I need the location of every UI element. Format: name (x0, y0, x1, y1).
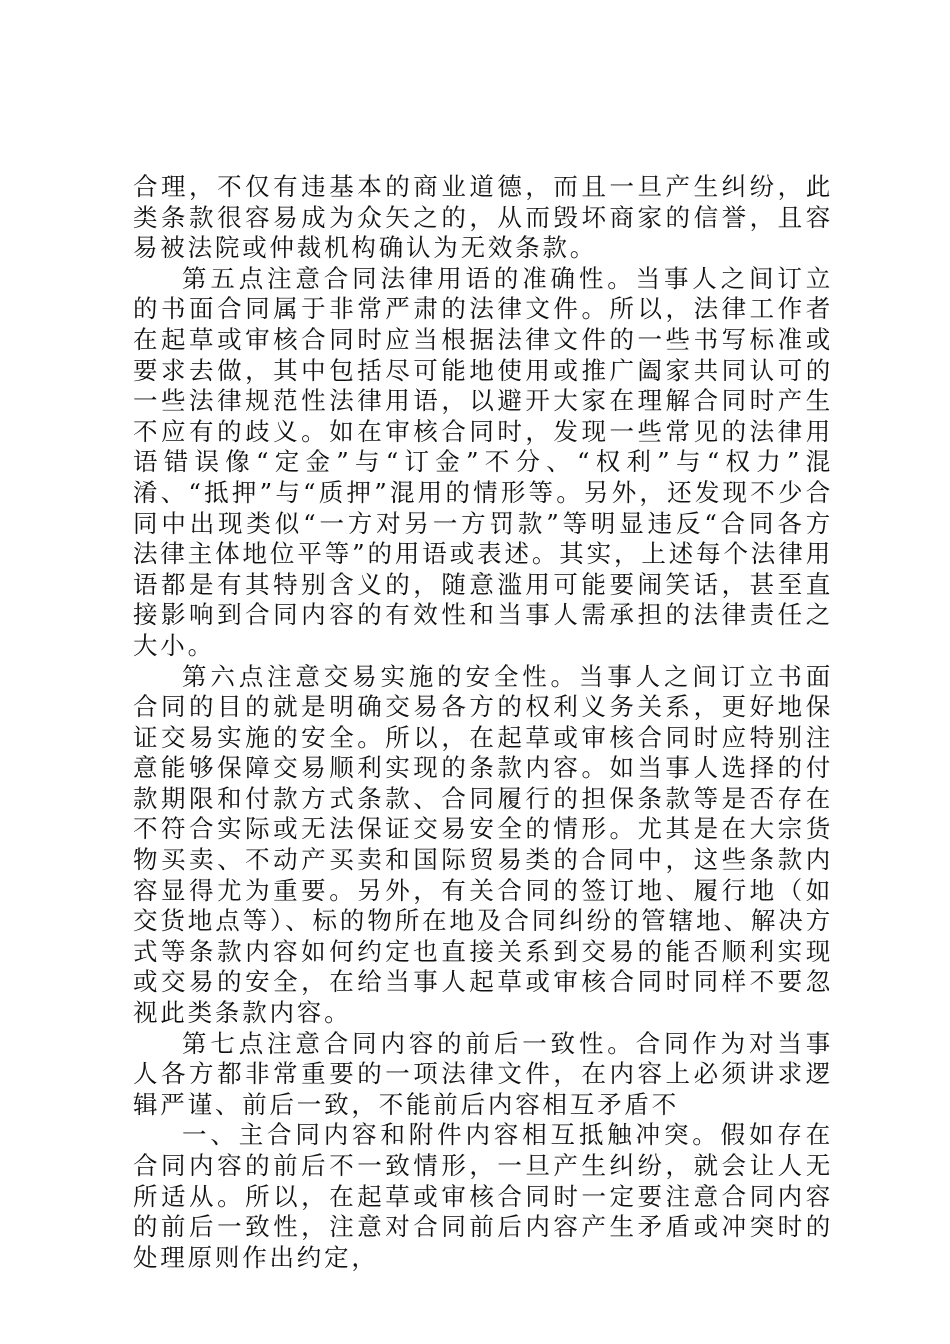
document-body (133, 172, 833, 1273)
paragraph-item-one: 一、主合同内容和附件内容相互抵触冲突。假如存在合同内容的前后不一致情形，一旦产生纠纷，就会让人无所适从。所以，在起草或审核合同时一定要注意合同内容的前后一致性，注意对合同前后内容产生矛盾或冲突时的处理原则作出约定， (133, 1120, 833, 1272)
paragraph-point-seven: 第七点注意合同内容的前后一致性。合同作为对当事人各方都非常重要的一项法律文件，在内容上必须讲求逻辑严谨、前后一致，不能前后内容相互矛盾不 (133, 1028, 833, 1119)
paragraph-point-six: 第六点注意交易实施的安全性。当事人之间订立书面合同的目的就是明确交易各方的权利义务关系，更好地保证交易实施的安全。所以，在起草或审核合同时应特别注意能够保障交易顺利实现的条款内容。如当事人选择的付款期限和付款方式条款、合同履行的担保条款等是否存在不符合实际或无法保证交易安全的情形。尤其是在大宗货物买卖、不动产买卖和国际贸易类的合同中，这些条款内容显得尤为重要。另外，有关合同的签订地、履行地（如交货地点等）、标的物所在地及合同纠纷的管辖地、解决方式等条款内容如何约定也直接关系到交易的能否顺利实现或交易的安全，在给当事人起草或审核合同时同样不要忽视此类条款内容。 (133, 661, 833, 1028)
paragraph-point-five: 第五点注意合同法律用语的准确性。当事人之间订立的书面合同属于非常严肃的法律文件。所以，法律工作者在起草或审核合同时应当根据法律文件的一些书写标准或要求去做，其中包括尽可能地使用或推广阖家共同认可的一些法律规范性法律用语，以避开大家在理解合同时产生不应有的歧义。如在审核合同时，发现一些常见的法律用语错误像“定金”与“订金”不分、“权利”与“权力”混淆、“抵押”与“质押”混用的情形等。另外，还发现不少合同中出现类似“一方对另一方罚款”等明显违反“合同各方法律主体地位平等”的用语或表述。其实，上述每个法律用语都是有其特别含义的，随意滥用可能要闹笑话，甚至直接影响到合同内容的有效性和当事人需承担的法律责任之大小。 (133, 263, 833, 660)
paragraph-continuation: 合理，不仅有违基本的商业道德，而且一旦产生纠纷，此类条款很容易成为众矢之的，从而毁坏商家的信誉，且容易被法院或仲裁机构确认为无效条款。 (133, 172, 833, 263)
